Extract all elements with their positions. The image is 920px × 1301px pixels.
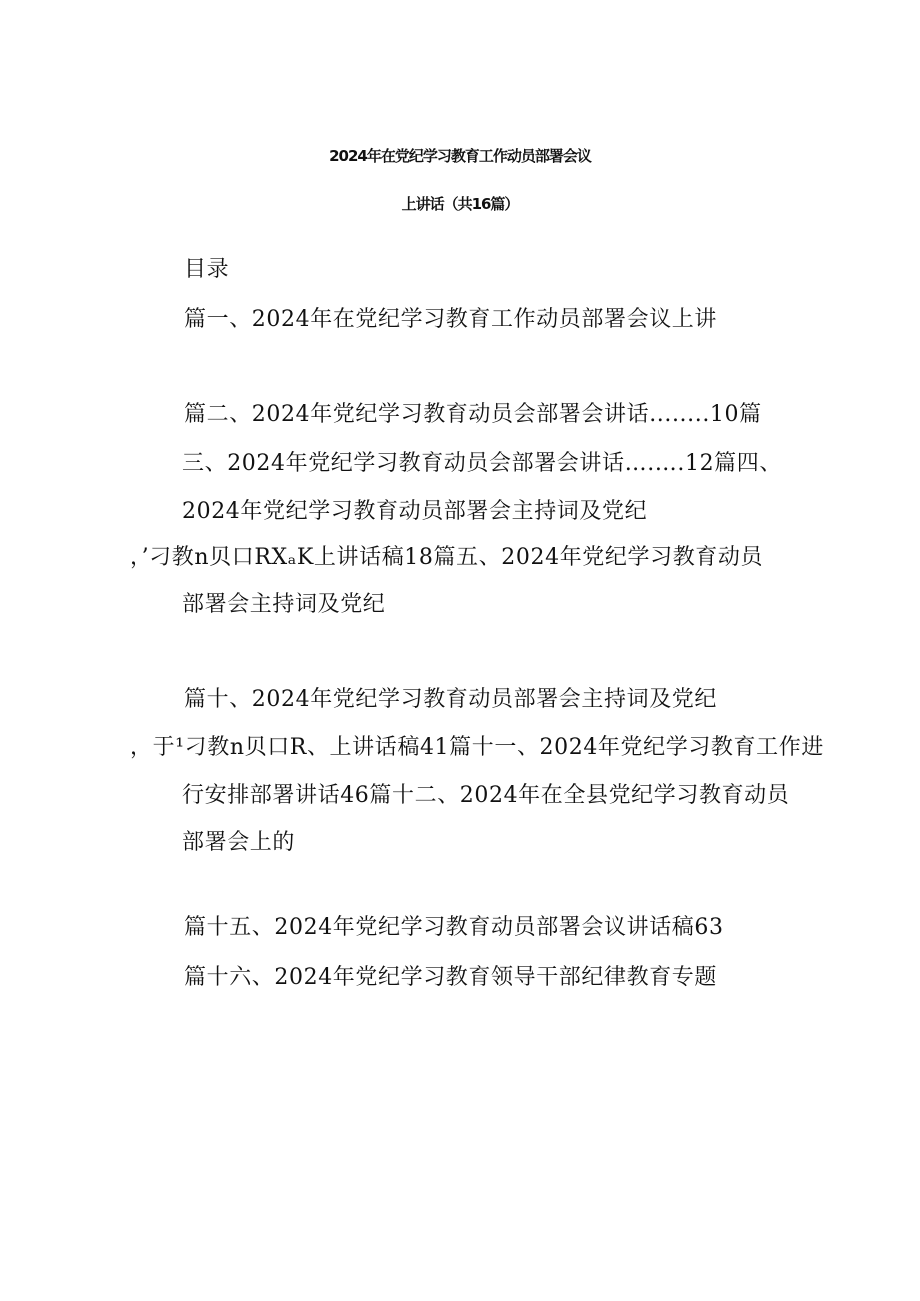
toc-line: 篇二、2024年党纪学习教育动员会部署会讲话........10篇 bbox=[184, 402, 762, 427]
toc-line: 2024年党纪学习教育动员部署会主持词及党纪 bbox=[182, 499, 648, 524]
toc-line: 部署会上的 bbox=[182, 830, 296, 855]
toc-line: ，于¹刁教n贝口R、上讲话稿41篇十一、2024年党纪学习教育工作进 bbox=[130, 735, 824, 760]
toc-line: 篇一、2024年在党纪学习教育工作动员部署会议上讲 bbox=[184, 307, 717, 332]
toc-heading: 目录 bbox=[184, 257, 230, 282]
toc-line: ，’刁教n贝口RXₐK上讲话稿18篇五、2024年党纪学习教育动员 bbox=[130, 545, 764, 570]
toc-line: 篇十五、2024年党纪学习教育动员部署会议讲话稿63 bbox=[184, 915, 724, 940]
toc-line: 部署会主持词及党纪 bbox=[182, 592, 386, 617]
toc-line: 篇十六、2024年党纪学习教育领导干部纪律教育专题 bbox=[184, 965, 717, 990]
toc-line: 行安排部署讲话46篇十二、2024年在全县党纪学习教育动员 bbox=[182, 783, 790, 808]
document-title-line-2: 上讲话（共16篇） bbox=[401, 195, 519, 213]
toc-line: 篇十、2024年党纪学习教育动员部署会主持词及党纪 bbox=[184, 687, 717, 712]
toc-line: 三、2024年党纪学习教育动员会部署会讲话….….12篇四、 bbox=[182, 451, 782, 476]
document-title-line-1: 2024年在党纪学习教育工作动员部署会议 bbox=[329, 147, 591, 165]
